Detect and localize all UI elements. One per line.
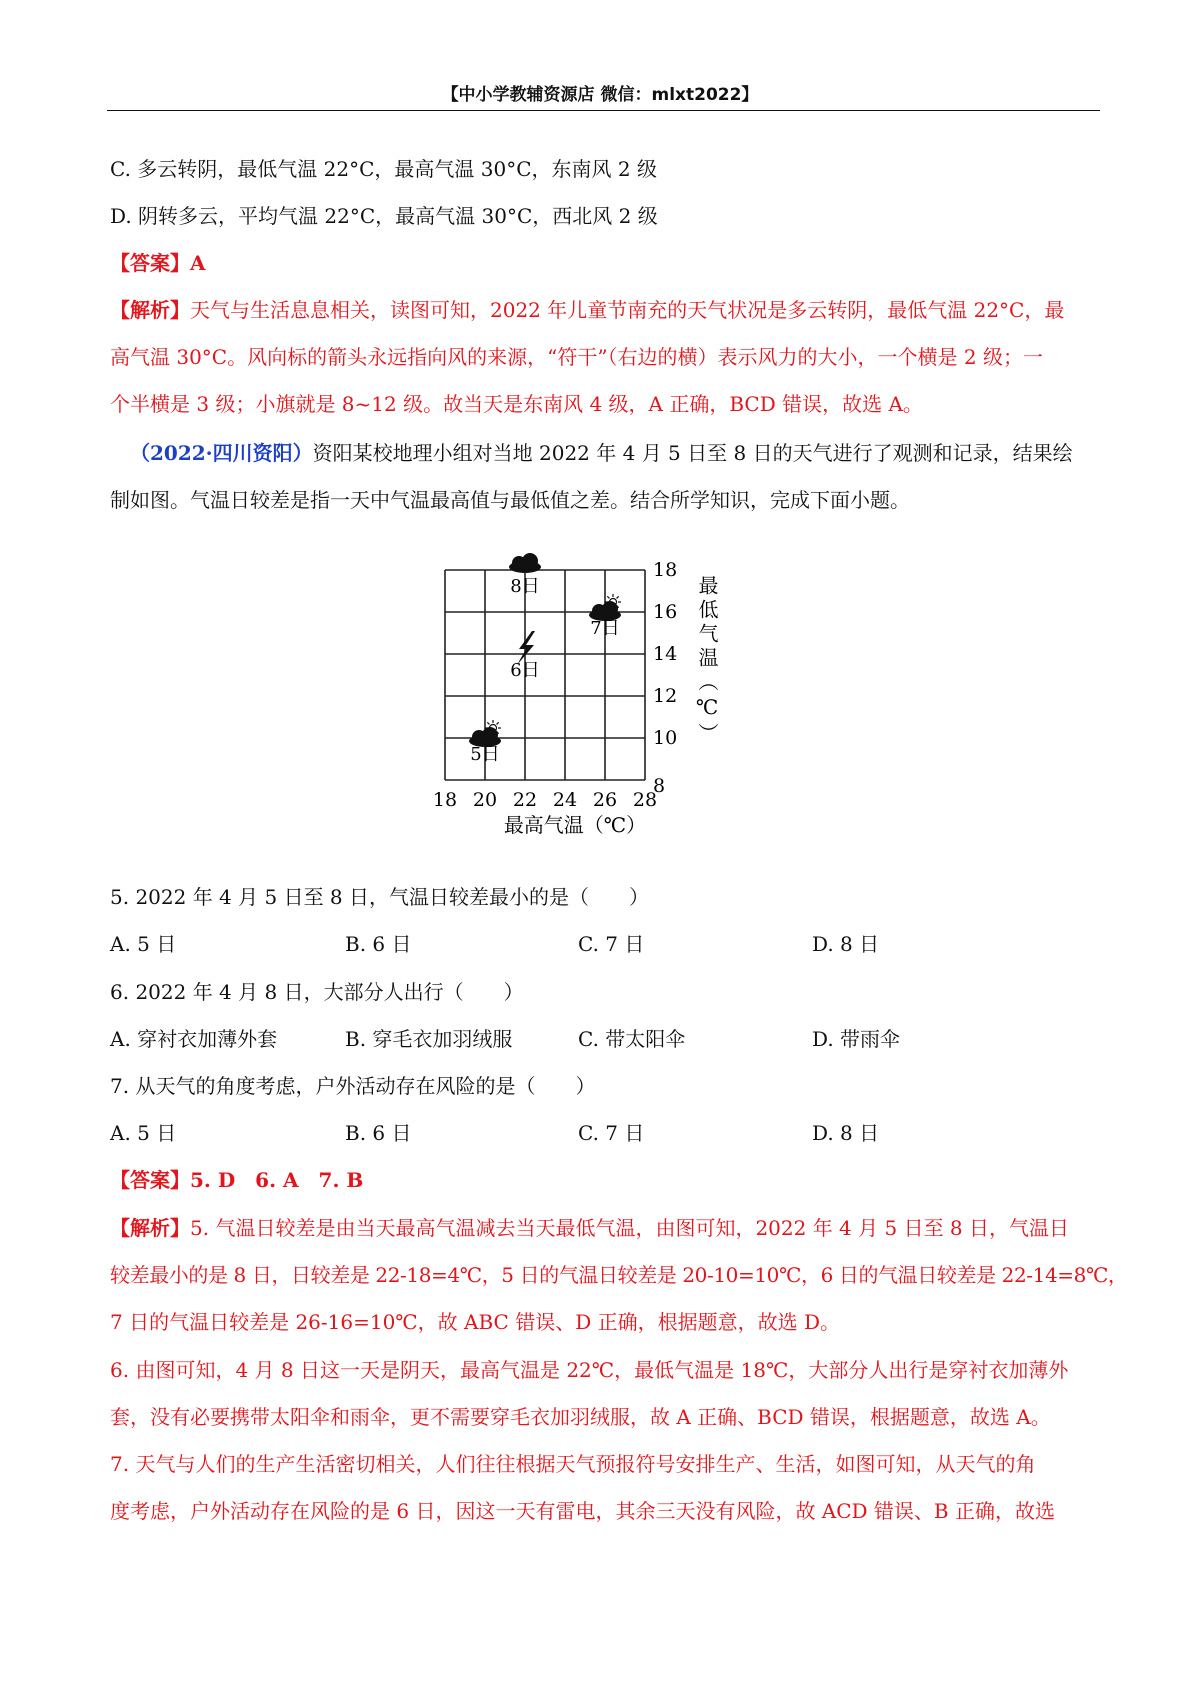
- analysis-prev-line-3: 个半横是 3 级；小旗就是 8~12 级。故当天是东南风 4 级，A 正确，BCD 错误，故选 A。: [110, 392, 923, 416]
- q6-option-d: D. 带雨伞: [812, 1027, 901, 1051]
- page-header: 【中小学教辅资源店 微信：mlxt2022】: [441, 85, 759, 105]
- analysis-label-main: 【解析】: [110, 1216, 190, 1240]
- y-tick-label: 10: [653, 727, 678, 749]
- analysis-label: 【解析】: [110, 298, 190, 322]
- analysis-line-4: 6. 由图可知，4 月 8 日这一天是阴天，最高气温是 22℃，最低气温是 18℃，大部分人出行是穿衬衣加薄外: [110, 1358, 1069, 1382]
- q6-option-b: B. 穿毛衣加羽绒服: [345, 1027, 513, 1051]
- cloud-icon: [509, 553, 541, 573]
- point-label: 7日: [590, 618, 620, 639]
- point-label: 8日: [510, 576, 540, 597]
- answers-label: 【答案】: [110, 1168, 190, 1192]
- analysis-line-2: 较差最小的是 8 日，日较差是 22-18=4℃，5 日的气温日较差是 20-10=10℃，6 日的气温日较差是 22-14=8℃，: [110, 1263, 1128, 1287]
- x-tick-label: 28: [632, 789, 658, 811]
- analysis-line-5: 套，没有必要携带太阳伞和雨伞，更不需要穿毛衣加羽绒服，故 A 正确、BCD 错误，根据题意，故选 A。: [110, 1405, 1051, 1429]
- option-c-prev: C. 多云转阴，最低气温 22°C，最高气温 30°C，东南风 2 级: [110, 157, 657, 181]
- x-tick-label: 18: [432, 789, 458, 811]
- q6-stem: 6. 2022 年 4 月 8 日，大部分人出行（ ）: [110, 980, 524, 1004]
- x-tick-label: 26: [592, 789, 618, 811]
- answers-value: 5. D 6. A 7. B: [190, 1168, 364, 1192]
- q7-option-d: D. 8 日: [812, 1121, 880, 1145]
- point-label: 5日: [470, 744, 500, 765]
- x-tick-label: 20: [472, 789, 498, 811]
- y-tick-label: 8: [653, 775, 666, 797]
- y-tick-label: 16: [653, 601, 678, 623]
- q7-stem: 7. 从天气的角度考虑，户外活动存在风险的是（ ）: [110, 1074, 596, 1098]
- y-axis-label: 最低气温（℃）: [695, 575, 719, 747]
- intro-line-1: （2022·四川资阳）资阳某校地理小组对当地 2022 年 4 月 5 日至 8 日的天气进行了观测和记录，结果绘: [130, 441, 1073, 465]
- answers-line: [110, 1168, 1100, 1192]
- q5-option-d: D. 8 日: [812, 932, 880, 956]
- analysis-line-6: 7. 天气与人们的生产生活密切相关，人们往往根据天气预报符号安排生产、生活，如图可知，从天气的角: [110, 1452, 1036, 1476]
- y-tick-label: 18: [653, 559, 678, 581]
- q7-option-b: B. 6 日: [345, 1121, 412, 1145]
- q5-stem: 5. 2022 年 4 月 5 日至 8 日，气温日较差最小的是（ ）: [110, 885, 650, 909]
- q6-option-c: C. 带太阳伞: [578, 1027, 686, 1051]
- weather-chart-svg: [415, 540, 755, 870]
- question-source: （2022·四川资阳）: [130, 441, 313, 465]
- point-label: 6日: [510, 660, 540, 681]
- q5-option-a: A. 5 日: [110, 932, 177, 956]
- intro-line-2: 制如图。气温日较差是指一天中气温最高值与最低值之差。结合所学知识，完成下面小题。: [110, 488, 910, 512]
- q7-option-a: A. 5 日: [110, 1121, 177, 1145]
- option-d-prev: D. 阴转多云，平均气温 22°C，最高气温 30°C，西北风 2 级: [110, 204, 658, 228]
- y-tick-label: 14: [653, 643, 678, 665]
- q7-option-c: C. 7 日: [578, 1121, 645, 1145]
- x-tick-label: 22: [512, 789, 538, 811]
- analysis-line-7: 度考虑，户外活动存在风险的是 6 日，因这一天有雷电，其余三天没有风险，故 ACD 错误、B 正确，故选: [110, 1499, 1055, 1523]
- weather-chart: [415, 540, 755, 870]
- analysis-line-1: 【解析】5. 气温日较差是由当天最高气温减去当天最低气温，由图可知，2022 年 4 月 5 日至 8 日，气温日: [110, 1216, 1070, 1240]
- x-axis-label: 最高气温（℃）: [503, 813, 647, 837]
- answer-value: A: [190, 251, 206, 275]
- y-tick-label: 12: [653, 685, 678, 707]
- header-rule: [107, 110, 1100, 111]
- answer-prev: [110, 251, 1100, 275]
- x-tick-label: 24: [552, 789, 578, 811]
- analysis-prev-line-1: 【解析】天气与生活息息相关，读图可知，2022 年儿童节南充的天气状况是多云转阴，最低气温 22°C，最: [110, 298, 1065, 322]
- q6-option-a: A. 穿衬衣加薄外套: [110, 1027, 278, 1051]
- q5-option-c: C. 7 日: [578, 932, 645, 956]
- q5-option-b: B. 6 日: [345, 932, 412, 956]
- analysis-line-3: 7 日的气温日较差是 26-16=10℃，故 ABC 错误、D 正确，根据题意，故选 D。: [110, 1310, 840, 1334]
- answer-label: 【答案】: [110, 251, 190, 275]
- analysis-prev-line-2: 高气温 30°C。风向标的箭头永远指向风的来源，“符干”（右边的横）表示风力的大小，一个横是 2 级；一: [110, 345, 1043, 369]
